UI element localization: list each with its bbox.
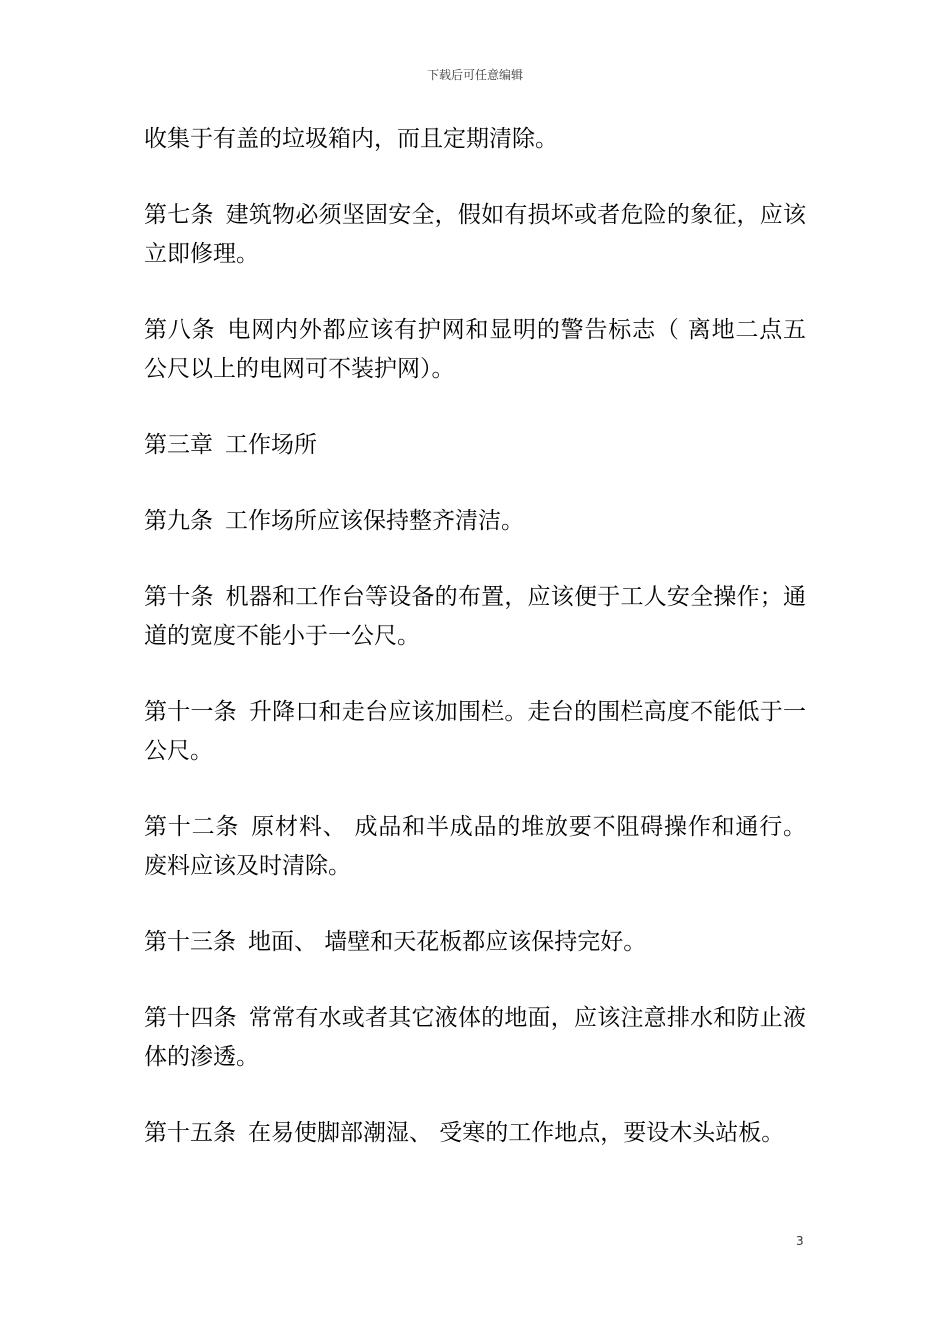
paragraph-text: 升降口和走台应该加围栏。走台的围栏高度不能低于一公尺。: [144, 699, 807, 764]
paragraph-article-10: [144, 578, 806, 656]
article-number: 第十五条: [144, 1120, 236, 1146]
paragraph-text: 在易使脚部潮湿、 受寒的工作地点，要设木头站板。: [248, 1120, 785, 1146]
chapter-number: 第三章: [144, 432, 213, 458]
paragraph-text: 收集于有盖的垃圾箱内，而且定期清除。: [144, 126, 558, 152]
paragraph-text: 原材料、 成品和半成品的堆放要不阻碍操作和通行。废料应该及时清除。: [144, 814, 807, 879]
paragraph-text: 工作场所应该保持整齐清洁。: [225, 508, 524, 534]
paragraph-article-9: [144, 502, 806, 541]
article-number: 第十一条: [144, 699, 237, 725]
page-number: 3: [796, 1234, 804, 1248]
article-number: 第十二条: [144, 814, 240, 840]
header-note: 下载后可任意编辑: [426, 68, 523, 82]
article-number: 第八条: [144, 317, 216, 343]
chapter-3-heading: [144, 426, 806, 465]
paragraph-1: [144, 120, 806, 159]
paragraph-article-12: [144, 808, 806, 886]
article-number: 第九条: [144, 508, 213, 534]
chapter-title: 工作场所: [225, 432, 317, 458]
paragraph-article-15: [144, 1114, 806, 1153]
article-number: 第十三条: [144, 929, 236, 955]
paragraph-text: 机器和工作台等设备的布置，应该便于工人安全操作；通道的宽度不能小于一公尺。: [144, 584, 807, 649]
paragraph-article-8: [144, 311, 806, 389]
article-number: 第七条: [144, 202, 214, 228]
paragraph-article-11: [144, 693, 806, 771]
paragraph-text: 常常有水或者其它液体的地面，应该注意排水和防止液体的渗透。: [144, 1005, 807, 1070]
paragraph-article-7: [144, 196, 806, 274]
article-number: 第十条: [144, 584, 214, 610]
paragraph-text: 电网内外都应该有护网和显明的警告标志（ 离地二点五公尺以上的电网可不装护网）。: [144, 317, 807, 382]
paragraph-article-13: [144, 923, 806, 962]
paragraph-text: 建筑物必须坚固安全，假如有损坏或者危险的象征，应该立即修理。: [144, 202, 807, 267]
article-number: 第十四条: [144, 1005, 237, 1031]
paragraph-text: 地面、 墙壁和天花板都应该保持完好。: [248, 929, 647, 955]
paragraph-article-14: [144, 999, 806, 1077]
document-body: [144, 120, 806, 1190]
